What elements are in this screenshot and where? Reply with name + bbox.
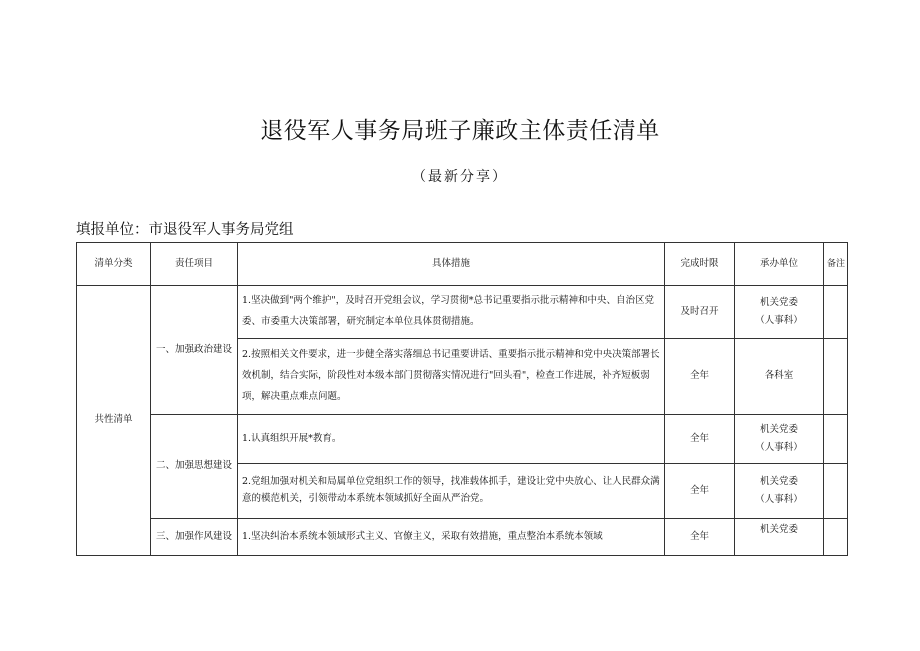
item-style: 三、加强作风建设 <box>151 519 238 556</box>
header-item: 责任项目 <box>151 243 238 286</box>
note-cell <box>824 519 848 556</box>
deadline-cell: 全年 <box>665 464 735 519</box>
dept-cell: 各科室 <box>735 339 824 415</box>
note-cell <box>824 286 848 339</box>
deadline-cell: 全年 <box>665 339 735 415</box>
dept-line: 机关党委 <box>759 423 798 435</box>
table-row <box>77 415 848 464</box>
header-note: 备注 <box>824 243 848 286</box>
document-title: 退役军人事务局班子廉政主体责任清单 <box>260 118 660 144</box>
item-ideological: 二、加强思想建设 <box>151 415 238 519</box>
table-row <box>77 519 848 556</box>
dept-cell <box>735 464 824 519</box>
dept-line: 机关党委 <box>759 475 798 487</box>
header-deadline: 完成时限 <box>665 243 735 286</box>
document-subtitle: （最新分享） <box>412 169 508 185</box>
header-measures: 具体措施 <box>238 243 665 286</box>
responsibility-table <box>76 242 848 556</box>
note-cell <box>824 415 848 464</box>
table-header-row <box>77 243 848 286</box>
measure-cell: 2.按照相关文件要求，进一步健全落实落细总书记重要讲话、重要指示批示精神和党中央决策部署长效机制，结合实际，阶段性对本级本部门贯彻落实情况进行"回头看"，检查工作进展，补齐短板弱项，解决重点难点问题。 <box>238 339 665 415</box>
note-cell <box>824 464 848 519</box>
dept-line: （人事科） <box>755 442 803 453</box>
measure-cell: 1.坚决做到"两个维护"，及时召开党组会议，学习贯彻*总书记重要指示批示精神和中央、自治区党委、市委重大决策部署，研究制定本单位具体贯彻措施。 <box>238 286 665 339</box>
dept-line: 机关党委 <box>759 296 798 308</box>
header-dept: 承办单位 <box>735 243 824 286</box>
dept-cell: 机关党委 <box>735 519 824 556</box>
note-cell <box>824 339 848 415</box>
header-category: 清单分类 <box>77 243 151 286</box>
table-row <box>77 286 848 339</box>
dept-line: （人事科） <box>755 315 803 326</box>
item-political: 一、加强政治建设 <box>151 286 238 415</box>
dept-cell <box>735 286 824 339</box>
dept-line: （人事科） <box>755 494 803 505</box>
deadline-cell: 全年 <box>665 519 735 556</box>
dept-cell <box>735 415 824 464</box>
deadline-cell: 全年 <box>665 415 735 464</box>
deadline-cell: 及时召开 <box>665 286 735 339</box>
category-cell: 共性清单 <box>77 286 151 556</box>
measure-cell: 1.坚决纠治本系统本领域形式主义、官僚主义，采取有效措施，重点整治本系统本领域 <box>238 519 665 556</box>
measure-cell: 2.党组加强对机关和局属单位党组织工作的领导，找准载体抓手，建设让党中央放心、让人民群众满意的模范机关，引领带动本系统本领域抓好全面从严治党。 <box>238 464 665 519</box>
measure-cell: 1.认真组织开展*教育。 <box>238 415 665 464</box>
filling-unit: 填报单位：市退役军人事务局党组 <box>76 222 294 238</box>
